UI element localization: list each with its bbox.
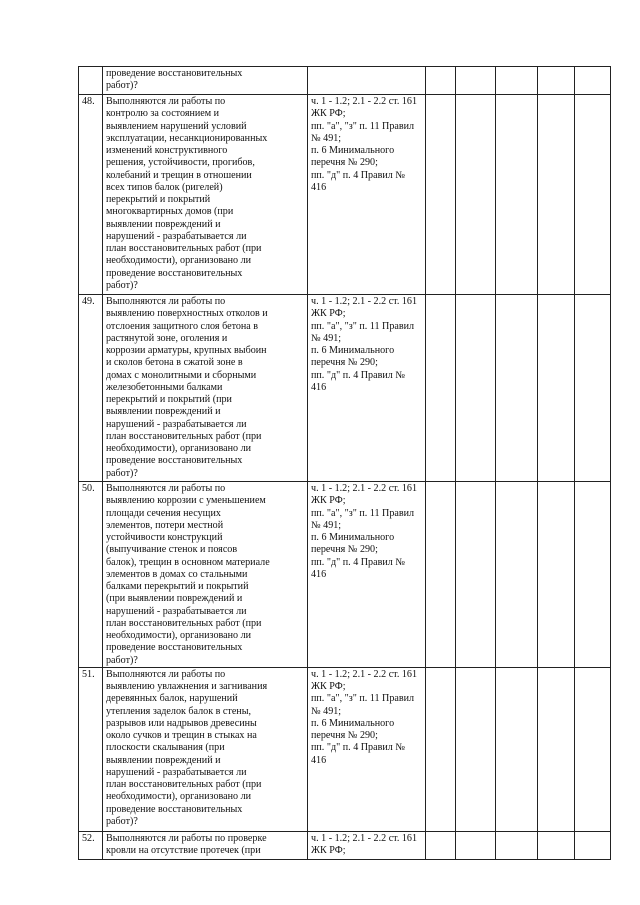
question-cell xyxy=(103,667,308,831)
answer-no-cell xyxy=(456,831,496,859)
answer-yes-cell xyxy=(426,667,456,831)
reference-cell xyxy=(308,667,426,831)
answer-na-cell xyxy=(496,95,538,295)
question-text: Выполняются ли работы по выявлению поверхностных отколов и отслоения защитного слоя бетона в растянутой зоне, оголения и коррозии арматуры, крупных выбоин и сколов бетона в сжатой зоне в домах с монолитными и сборными железобетонными балками перекрытий и покрытий (при выявлении повреждений и нарушений - разрабатывается ли план восстановительных работ (при необходимости), организовано ли проведение восстановительных работ)? xyxy=(106,296,268,479)
question-text: Выполняются ли работы по проверке кровли на отсутствие протечек (при xyxy=(106,832,267,856)
table-row xyxy=(79,295,611,482)
question-text: проведение восстановительных работ)? xyxy=(106,68,243,92)
answer-extra-cell xyxy=(538,67,575,95)
answer-extra-cell xyxy=(538,95,575,295)
reference-cell xyxy=(308,482,426,668)
answer-yes-cell xyxy=(426,67,456,95)
item-number: 51. xyxy=(82,668,95,680)
answer-na-cell xyxy=(496,667,538,831)
question-cell xyxy=(103,95,308,295)
reference-cell xyxy=(308,95,426,295)
notes-cell xyxy=(575,67,611,95)
answer-no-cell xyxy=(456,95,496,295)
legal-reference: ч. 1 - 1.2; 2.1 - 2.2 ст. 161 ЖК РФ; xyxy=(311,832,418,856)
question-text: Выполняются ли работы по контролю за состоянием и выявлением нарушений условий эксплуатации, несанкционированных изменений конструктивного решения, устойчивости, прогибов, колебаний и трещин в отношении всех типов балок (ригелей) перекрытий и покрытий многоквартирных домов (при выявлении повреждений и нарушений - разрабатывается ли план восстановительных работ (при необходимости), организовано ли проведение восстановительных работ)? xyxy=(106,96,268,291)
answer-na-cell xyxy=(496,831,538,859)
answer-extra-cell xyxy=(538,667,575,831)
answer-extra-cell xyxy=(538,831,575,859)
reference-cell xyxy=(308,831,426,859)
table-row xyxy=(79,667,611,831)
legal-reference: ч. 1 - 1.2; 2.1 - 2.2 ст. 161 ЖК РФ; пп. "а", "з" п. 11 Правил № 491; п. 6 Минимального перечня № 290; пп. "д" п. 4 Правил № 416 xyxy=(311,483,418,580)
item-number-cell xyxy=(79,831,103,859)
table-row xyxy=(79,95,611,295)
reference-cell xyxy=(308,295,426,482)
notes-cell xyxy=(575,482,611,668)
item-number: 50. xyxy=(82,483,95,494)
question-cell xyxy=(103,482,308,668)
question-text: Выполняются ли работы по выявлению коррозии с уменьшением площади сечения несущих элементов, потери местной устойчивости конструкций (выпучивание стенок и поясов балок), трещин в основном материале элементов в домах со стальными балками перекрытий и покрытий (при выявлении повреждений и нарушений - разрабатывается ли план восстановительных работ (при необходимости), организовано ли проведение восстановительных работ)? xyxy=(106,483,270,666)
answer-yes-cell xyxy=(426,295,456,482)
item-number-cell xyxy=(79,295,103,482)
answer-na-cell xyxy=(496,295,538,482)
item-number-cell xyxy=(79,95,103,295)
answer-yes-cell xyxy=(426,482,456,668)
legal-reference: ч. 1 - 1.2; 2.1 - 2.2 ст. 161 ЖК РФ; пп. "а", "з" п. 11 Правил № 491; п. 6 Минимального перечня № 290; пп. "д" п. 4 Правил № 416 xyxy=(311,96,418,193)
notes-cell xyxy=(575,295,611,482)
question-cell xyxy=(103,831,308,859)
item-number: 48. xyxy=(82,96,95,107)
table-row xyxy=(79,482,611,668)
answer-yes-cell xyxy=(426,95,456,295)
question-cell xyxy=(103,67,308,95)
inspection-checklist-table xyxy=(78,66,611,860)
question-text: Выполняются ли работы по выявлению увлажнения и загнивания деревянных балок, нарушений утепления заделок балок в стены, разрывов или надрывов древесины около сучков и трещин в стыках на плоскости скалывания (при выявлении повреждений и нарушений - разрабатывается ли план восстановительных работ (при необходимости), организовано ли проведение восстановительных работ)? xyxy=(106,668,268,827)
item-number: 49. xyxy=(82,296,95,307)
checklist-rows xyxy=(79,67,611,860)
answer-no-cell xyxy=(456,67,496,95)
question-cell xyxy=(103,295,308,482)
item-number-cell xyxy=(79,482,103,668)
notes-cell xyxy=(575,95,611,295)
answer-na-cell xyxy=(496,67,538,95)
answer-na-cell xyxy=(496,482,538,668)
reference-cell xyxy=(308,67,426,95)
answer-extra-cell xyxy=(538,482,575,668)
answer-no-cell xyxy=(456,295,496,482)
notes-cell xyxy=(575,831,611,859)
answer-yes-cell xyxy=(426,831,456,859)
answer-no-cell xyxy=(456,667,496,831)
table-row xyxy=(79,831,611,859)
answer-no-cell xyxy=(456,482,496,668)
notes-cell xyxy=(575,667,611,831)
table-row xyxy=(79,67,611,95)
item-number-cell xyxy=(79,67,103,95)
answer-extra-cell xyxy=(538,295,575,482)
legal-reference: ч. 1 - 1.2; 2.1 - 2.2 ст. 161 ЖК РФ; пп. "а", "з" п. 11 Правил № 491; п. 6 Минимального перечня № 290; пп. "д" п. 4 Правил № 416 xyxy=(311,296,418,393)
item-number-cell xyxy=(79,667,103,831)
legal-reference: ч. 1 - 1.2; 2.1 - 2.2 ст. 161 ЖК РФ; пп. "а", "з" п. 11 Правил № 491; п. 6 Минимального перечня № 290; пп. "д" п. 4 Правил № 416 xyxy=(311,668,418,766)
item-number: 52. xyxy=(82,832,95,844)
